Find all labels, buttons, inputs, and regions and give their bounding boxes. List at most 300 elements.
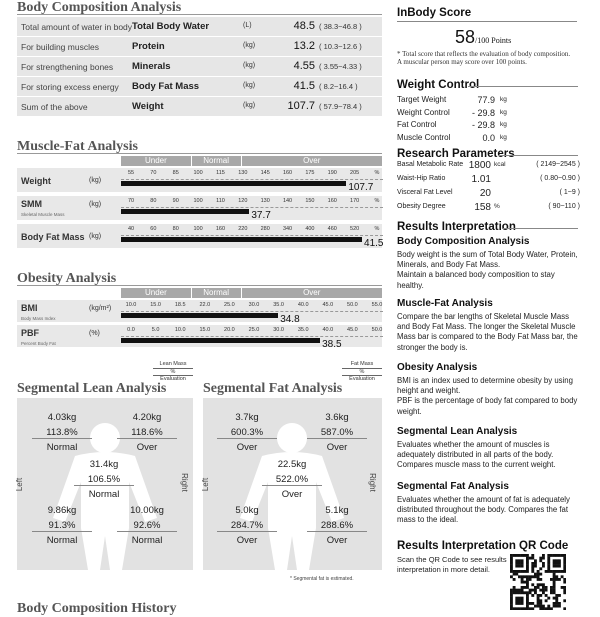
lr-pct: 288.6% — [307, 520, 367, 532]
qr-module — [526, 557, 529, 560]
qr-module — [523, 607, 526, 610]
tick-label: 400 — [305, 226, 315, 232]
chart-row — [17, 196, 382, 220]
qr-module — [539, 559, 542, 562]
tick-label: 120 — [238, 198, 248, 204]
row-sublabel: Body Mass Index — [21, 316, 56, 321]
qr-module — [510, 594, 513, 597]
row-label: Weight — [21, 176, 51, 186]
qr-module — [553, 559, 556, 562]
tick-label: 100 — [193, 198, 203, 204]
row-unit: (%) — [89, 330, 100, 337]
row-unit: (kg) — [89, 233, 102, 240]
seg-fat-legend — [342, 361, 382, 383]
qr-module — [513, 573, 516, 576]
tick-label: 280 — [260, 226, 270, 232]
qr-module — [542, 562, 545, 565]
qr-module — [515, 562, 518, 565]
qr-module — [510, 567, 513, 570]
tick-label: 40 — [127, 226, 135, 232]
qr-module — [521, 578, 524, 581]
bar-guide — [121, 207, 383, 208]
qr-module — [545, 586, 548, 589]
qr-module — [515, 554, 518, 557]
tick-label: 175 — [305, 170, 315, 176]
qr-module — [526, 562, 529, 565]
qr-module — [555, 575, 558, 578]
tick-label: 45.0 — [347, 327, 358, 333]
trunk-pct: 106.5% — [74, 474, 134, 486]
qr-module — [526, 554, 529, 557]
row-range: ( 10.3~12.6 ) — [319, 42, 362, 51]
wc-value: 0.0 — [482, 132, 495, 143]
qr-module — [539, 605, 542, 608]
band-under: Under — [121, 156, 191, 166]
rp-label: Basal Metabolic Rate — [397, 161, 464, 168]
bar-value: 41.5 — [364, 238, 384, 249]
legend-pct: % — [342, 369, 382, 377]
interp-text: Body weight is the sum of Total Body Water, Protein, Minerals, and Body Fat Mass. Maintain a balanced body composition to stay healthy. — [397, 250, 578, 290]
tick-label: 35.0 — [297, 327, 309, 333]
legend-pct: % — [153, 369, 193, 377]
qr-module — [531, 570, 534, 573]
tick-label: 35.0 — [273, 302, 284, 308]
qr-module — [558, 565, 561, 568]
row-description: For building muscles — [21, 42, 99, 52]
interp-text: BMI is an index used to determine obesity by using height and weight. PBF is the percentage of body fat compared to body weight. — [397, 376, 578, 416]
qr-module — [515, 607, 518, 610]
row-range: ( 57.9~78.4 ) — [319, 102, 362, 111]
chart-row — [17, 300, 383, 325]
tick-label: 20.0 — [224, 327, 235, 333]
qr-module — [531, 575, 534, 578]
divider — [498, 155, 578, 156]
tick-label: 70 — [150, 170, 157, 176]
tick-labels — [121, 327, 383, 335]
qr-module — [547, 559, 550, 562]
weight-control-title: Weight Control — [397, 79, 480, 91]
row-unit: (kg/m²) — [89, 305, 112, 312]
qr-module — [542, 583, 545, 586]
qr-module — [550, 570, 553, 573]
qr-module — [521, 581, 524, 584]
qr-module — [515, 597, 518, 600]
lr-eval: Over — [326, 535, 348, 546]
qr-module — [547, 562, 550, 565]
row-unit: (L) — [243, 22, 252, 29]
qr-module — [550, 607, 553, 610]
tick-label: 460 — [327, 226, 337, 232]
qr-module — [561, 554, 564, 557]
qr-module — [526, 591, 529, 594]
rp-range: ( 0.80~0.90 ) — [540, 175, 580, 182]
legend-eval: Evaluation — [349, 376, 375, 382]
qr-module — [521, 565, 524, 568]
qr-module — [553, 605, 556, 608]
qr-module — [555, 599, 558, 602]
qr-module — [539, 573, 542, 576]
qr-module — [534, 573, 537, 576]
qr-module — [553, 583, 556, 586]
qr-module — [526, 575, 529, 578]
qr-module — [563, 599, 566, 602]
qr-module — [537, 597, 540, 600]
qr-module — [529, 575, 532, 578]
tick-label: 18.5 — [174, 302, 186, 308]
qr-module — [563, 562, 566, 565]
tick-label: 100 — [193, 170, 203, 176]
tick-label: 25.0 — [224, 302, 235, 308]
qr-module — [534, 605, 537, 608]
qr-title: Results Interpretation QR Code — [397, 540, 569, 552]
bar-value: 34.8 — [280, 314, 300, 325]
qr-module — [558, 605, 561, 608]
qr-module — [537, 602, 540, 605]
qr-module — [526, 570, 529, 573]
tick-label: 0.0 — [127, 327, 135, 333]
qr-module — [553, 591, 556, 594]
obesity-title: Obesity Analysis — [17, 271, 117, 286]
qr-module — [526, 602, 529, 605]
qr-module — [547, 607, 550, 610]
value-bar — [121, 209, 249, 214]
qr-module — [510, 554, 513, 557]
tick-labels — [121, 170, 383, 178]
value-bar — [121, 237, 362, 242]
qr-module — [539, 607, 542, 610]
trunk-mass: 31.4kg — [89, 459, 119, 470]
qr-module — [553, 586, 556, 589]
row-sublabel: Percent Body Fat — [21, 341, 56, 346]
tick-label: 160 — [282, 170, 293, 176]
row-unit: (kg) — [243, 42, 256, 49]
qr-module — [523, 575, 526, 578]
qr-module — [539, 599, 542, 602]
qr-module — [531, 567, 534, 570]
left-label: Left — [201, 477, 211, 492]
qr-module — [537, 575, 540, 578]
qr-module — [529, 602, 532, 605]
qr-module — [553, 573, 556, 576]
tick-label: 90 — [172, 198, 179, 204]
bar-guide — [121, 336, 383, 337]
row-name: Total Body Water — [132, 21, 210, 32]
qr-module — [545, 589, 548, 592]
qr-module — [518, 602, 521, 605]
seg-fat-note: * Segmental fat is estimated. — [290, 576, 354, 582]
value-bar — [121, 181, 346, 186]
trunk-eval: Over — [281, 489, 303, 500]
qr-module — [537, 570, 540, 573]
qr-module — [553, 581, 556, 584]
qr-module — [545, 599, 548, 602]
qr-module — [539, 589, 542, 592]
qr-module — [555, 565, 558, 568]
tick-labels — [121, 302, 383, 310]
interp-heading: Segmental Fat Analysis — [397, 481, 509, 492]
row-unit: (kg) — [243, 82, 256, 89]
interp-heading: Obesity Analysis — [397, 362, 478, 373]
row-sublabel: Skeletal Muscle Mass — [21, 212, 65, 217]
tick-label: 30.0 — [248, 302, 260, 308]
qr-code-icon[interactable] — [510, 554, 566, 610]
qr-module — [510, 605, 513, 608]
qr-module — [523, 554, 526, 557]
ur-mass: 4.20kg — [132, 412, 162, 423]
ll-mass: 9.86kg — [47, 505, 77, 516]
qr-module — [515, 589, 518, 592]
tick-label: % — [374, 226, 380, 232]
tick-label: 15.0 — [150, 302, 161, 308]
qr-module — [518, 559, 521, 562]
tick-label: 220 — [238, 226, 248, 232]
tick-label: 190 — [327, 170, 337, 176]
qr-module — [558, 578, 561, 581]
band-over: Over — [242, 156, 382, 166]
row-range: ( 38.3~46.8 ) — [319, 22, 362, 31]
tick-label: 340 — [282, 226, 293, 232]
qr-module — [510, 602, 513, 605]
interp-text: Compare the bar lengths of Skeletal Muscle Mass and Body Fat Mass. The longer the Skeletal Muscle Mass bar is compared to the Body Fat Mass bar, the stronger the body is. — [397, 312, 578, 352]
ur-eval: Over — [136, 442, 158, 453]
qr-module — [513, 570, 516, 573]
row-unit: (kg) — [243, 62, 256, 69]
seg-fat-panel — [203, 398, 382, 570]
qr-module — [539, 594, 542, 597]
score-suffix: /100 Points — [475, 36, 512, 45]
research-title: Research Parameters — [397, 148, 515, 160]
qr-module — [558, 594, 561, 597]
ul-mass: 3.7kg — [235, 412, 259, 423]
qr-module — [563, 607, 566, 610]
qr-module — [526, 607, 529, 610]
wc-value: - 29.8 — [471, 107, 495, 118]
qr-module — [553, 602, 556, 605]
band-normal: Normal — [192, 156, 241, 166]
qr-module — [523, 581, 526, 584]
qr-module — [526, 581, 529, 584]
qr-module — [539, 578, 542, 581]
qr-module — [555, 559, 558, 562]
qr-module — [542, 607, 545, 610]
tick-label: 140 — [282, 198, 293, 204]
qr-module — [545, 594, 548, 597]
qr-module — [513, 578, 516, 581]
trunk-eval: Normal — [88, 489, 120, 500]
tick-label: 50.0 — [371, 327, 383, 333]
ll-eval: Normal — [46, 535, 78, 546]
qr-module — [521, 607, 524, 610]
wc-label: Target Weight — [397, 95, 447, 104]
qr-module — [558, 562, 561, 565]
qr-module — [537, 605, 540, 608]
tick-label: 160 — [215, 226, 226, 232]
lr-eval: Normal — [131, 535, 163, 546]
qr-module — [521, 570, 524, 573]
qr-module — [515, 602, 518, 605]
wc-value: - 29.8 — [471, 120, 495, 130]
seg-lean-panel — [17, 398, 193, 570]
band-over: Over — [242, 288, 382, 298]
tick-label: 160 — [327, 198, 337, 204]
history-title: Body Composition History — [17, 601, 177, 616]
interp-heading: Segmental Lean Analysis — [397, 426, 518, 437]
qr-module — [563, 554, 566, 557]
body-comp-row — [17, 77, 382, 96]
tick-label: 55.0 — [371, 302, 383, 308]
qr-module — [518, 589, 521, 592]
inbody-score-title: InBody Score — [397, 7, 472, 19]
interp-text: Evaluates whether the amount of fat is adequately distributed throughout the body. Compares the fat mass to the ideal. — [397, 495, 570, 525]
row-label: BMI — [21, 303, 38, 313]
tick-label: 25.0 — [248, 327, 260, 333]
qr-module — [547, 557, 550, 560]
qr-module — [521, 575, 524, 578]
row-name: Body Fat Mass — [132, 81, 200, 92]
qr-module — [553, 589, 556, 592]
qr-module — [534, 586, 537, 589]
tick-label: 205 — [350, 170, 360, 176]
left-label: Left — [15, 477, 25, 492]
qr-module — [563, 578, 566, 581]
rp-range: ( 1~9 ) — [559, 189, 580, 196]
wc-label: Fat Control — [397, 120, 437, 129]
row-description: For strengthening bones — [21, 62, 114, 72]
qr-module — [534, 575, 537, 578]
qr-module — [521, 599, 524, 602]
tick-label: 5.0 — [151, 327, 160, 333]
qr-module — [539, 583, 542, 586]
tick-label: 40.0 — [322, 327, 334, 333]
value-bar — [121, 313, 278, 318]
qr-module — [513, 554, 516, 557]
qr-module — [518, 554, 521, 557]
seg-lean-legend — [153, 361, 193, 383]
qr-module — [521, 597, 524, 600]
qr-module — [558, 554, 561, 557]
qr-module — [534, 562, 537, 565]
qr-module — [563, 557, 566, 560]
bar-guide — [121, 235, 383, 236]
ur-pct: 587.0% — [307, 427, 367, 439]
tick-label: 150 — [305, 198, 315, 204]
qr-module — [513, 589, 516, 592]
qr-module — [537, 583, 540, 586]
qr-module — [531, 602, 534, 605]
qr-module — [529, 607, 532, 610]
qr-module — [510, 559, 513, 562]
trunk-mass: 22.5kg — [277, 459, 307, 470]
qr-module — [513, 586, 516, 589]
qr-module — [553, 575, 556, 578]
ur-pct: 118.6% — [117, 427, 177, 439]
qr-module — [526, 578, 529, 581]
tick-label: 115 — [216, 170, 225, 176]
row-unit: (kg) — [243, 102, 256, 109]
tick-label: 10.0 — [125, 302, 137, 308]
tick-label: 50.0 — [347, 302, 358, 308]
rp-label: Waist-Hip Ratio — [397, 175, 446, 182]
qr-module — [526, 586, 529, 589]
legend-lean-mass: Lean Mass — [153, 361, 193, 369]
qr-module — [526, 583, 529, 586]
tick-label: 70 — [127, 198, 135, 204]
right-label: Right — [367, 473, 377, 492]
tick-label: 80 — [172, 226, 179, 232]
qr-module — [521, 586, 524, 589]
qr-module — [553, 565, 556, 568]
qr-module — [555, 578, 558, 581]
qr-module — [537, 599, 540, 602]
qr-module — [515, 570, 518, 573]
qr-module — [521, 559, 524, 562]
rp-value: 1.01 — [471, 174, 491, 185]
qr-module — [563, 565, 566, 568]
qr-module — [526, 567, 529, 570]
value-bar — [121, 338, 320, 343]
wc-label: Weight Control — [397, 107, 450, 117]
ul-eval: Normal — [46, 442, 78, 453]
qr-text: Scan the QR Code to see results interpretation in more detail. — [397, 555, 507, 574]
wc-unit: kg — [500, 121, 507, 128]
qr-module — [547, 605, 550, 608]
qr-module — [518, 591, 521, 594]
bar-value: 37.7 — [251, 210, 271, 221]
wc-value: 77.9 — [477, 95, 495, 105]
qr-module — [510, 575, 513, 578]
qr-module — [523, 591, 526, 594]
row-description: For storing excess energy — [21, 82, 119, 92]
qr-module — [510, 597, 513, 600]
tick-label: 130 — [260, 198, 270, 204]
trunk-pct: 522.0% — [262, 474, 322, 486]
wc-label: Muscle Control — [397, 132, 451, 142]
qr-module — [526, 565, 529, 568]
qr-module — [534, 591, 537, 594]
qr-module — [561, 586, 564, 589]
qr-module — [542, 554, 545, 557]
qr-module — [518, 607, 521, 610]
qr-module — [513, 607, 516, 610]
qr-module — [550, 554, 553, 557]
tick-label: 60 — [150, 226, 157, 232]
row-label: Body Fat Mass — [21, 232, 85, 242]
legend-fat-mass: Fat Mass — [342, 361, 382, 369]
tick-label: 45.0 — [322, 302, 334, 308]
divider — [17, 153, 382, 154]
qr-module — [523, 586, 526, 589]
bar-guide — [121, 179, 383, 180]
bar-guide — [121, 311, 383, 312]
qr-module — [529, 589, 532, 592]
qr-module — [518, 575, 521, 578]
tick-labels — [121, 226, 383, 234]
qr-module — [555, 562, 558, 565]
qr-module — [531, 607, 534, 610]
qr-module — [550, 591, 553, 594]
row-description: Sum of the above — [21, 102, 88, 112]
row-value: 107.7 — [287, 100, 315, 112]
qr-module — [555, 594, 558, 597]
inbody-score-note: * Total score that reflects the evaluation of body composition. A muscular person may score over 100 points. — [397, 50, 571, 66]
body-comp-row — [17, 17, 382, 36]
qr-module — [523, 570, 526, 573]
qr-module — [542, 557, 545, 560]
qr-module — [553, 570, 556, 573]
row-unit: (kg) — [89, 177, 102, 184]
qr-module — [542, 605, 545, 608]
qr-module — [545, 607, 548, 610]
